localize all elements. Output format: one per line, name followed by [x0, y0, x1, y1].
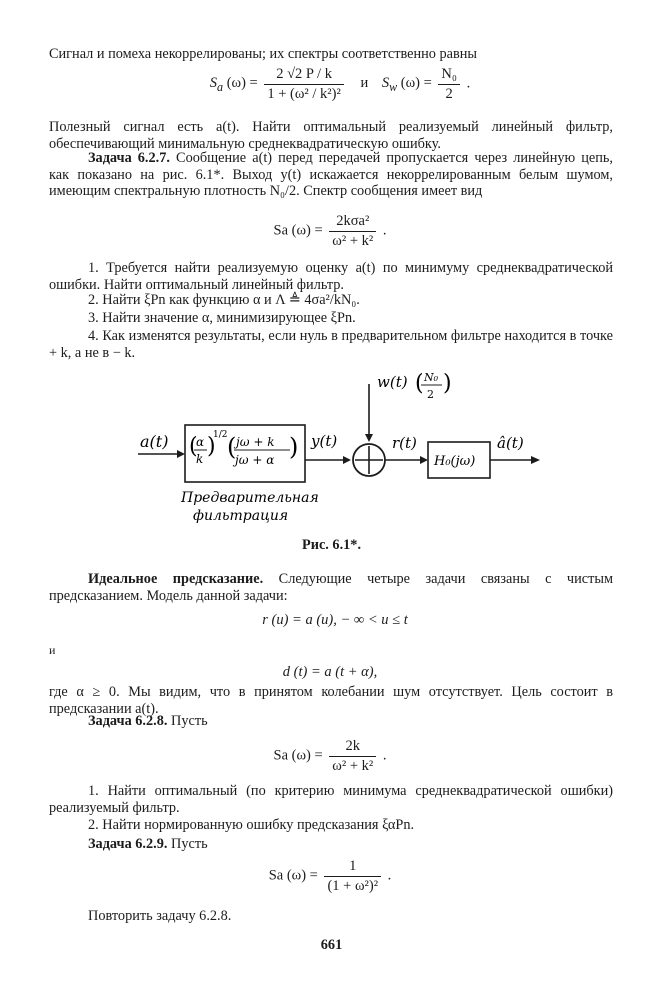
svg-text:(: ( [227, 433, 237, 461]
task-6-2-9 [49, 836, 613, 853]
r-label: r(t) [392, 434, 417, 452]
task-6-2-7 [49, 150, 613, 200]
eq1-denominator-w: 2 [445, 85, 453, 102]
task-6-2-8 [49, 713, 613, 730]
ideal-prediction-paragraph [49, 571, 613, 604]
margin-mark: и [49, 643, 56, 657]
eq1-denominator-a: 1 + (ω² / k²)² [267, 85, 341, 102]
h0-label: H₀(jω) [434, 454, 476, 469]
pre-filter-caption-2: фильтрация [193, 508, 289, 524]
task-6-2-8-text: Пусть [171, 713, 208, 729]
pre-filter-num1: α [196, 435, 205, 449]
svg-text:(: ( [189, 434, 198, 459]
pre-filter-caption-1: Предварительная [181, 490, 319, 506]
pre-filter-exp: 1/2 [213, 430, 228, 440]
pre-filter-den2: jω + α [235, 453, 275, 467]
paragraph-where: где α ≥ 0. Мы видим, что в принятом колебании шум отсутствует. Цель состоит в предсказании a(t). [49, 684, 613, 717]
svg-text:): ) [443, 371, 452, 396]
input-label: a(t) [140, 432, 169, 451]
task-6-2-8-item-1: 1. Найти оптимальный (по критерию минимума среднеквадратической ошибки) реализуемый фильтр. [49, 783, 613, 816]
output-label: â(t) [497, 434, 524, 452]
equation-observation: r (u) = a (u), − ∞ < u ≤ t [262, 612, 408, 628]
equation-spectra: $S_a$ (ω) = $\frac{2 √2 P / k}{\text{1 + (ω² / k²)²}}$ и $S_w$ (ω) = $\frac{\text{N₀}}{2}$ . [209, 66, 471, 102]
svg-text:): ) [289, 433, 299, 461]
ideal-text: Следующие четыре задачи связаны с чистым предсказанием. Модель данной задачи: [49, 571, 613, 604]
paragraph-useful-signal: Полезный сигнал есть a(t). Найти оптимальный реализуемый линейный фильтр, обеспечивающий минимальную среднеквадратическую ошибку. [49, 119, 613, 152]
task-6-2-7-label: Задача 6.2.7. [88, 150, 170, 166]
equation-desired: d (t) = a (t + α), [282, 664, 378, 680]
noise-den: 2 [427, 388, 434, 401]
task-6-2-7-item-3: 3. Найти значение α, минимизирующее ξPn. [88, 310, 356, 326]
task-6-2-9-text: Пусть [171, 836, 208, 852]
task-6-2-7-item-1: 1. Требуется найти реализуемую оценку a(t) по минимуму среднеквадратической ошибки. Найти оптимальный линейный фильтр. [49, 260, 613, 293]
task-6-2-8-label: Задача 6.2.8. [88, 713, 168, 729]
svg-text:): ) [207, 434, 216, 459]
ideal-heading: Идеальное предсказание. [88, 571, 264, 587]
block-diagram [0, 362, 663, 532]
task-6-2-7-item-2: 2. Найти ξPn как функцию α и Λ ≜ 4σa²/kN₀. [88, 292, 360, 308]
equation-task-6-2-8: Sa (ω) = $\frac{2k}{\text{ω² + k²}}$ . [273, 738, 387, 774]
page-number: 661 [320, 937, 343, 953]
eq1-numerator-a: 2 √2 P / k [264, 66, 343, 85]
figure-caption: Рис. 6.1*. [301, 537, 362, 553]
task-6-2-8-item-2: 2. Найти нормированную ошибку предсказания ξαPn. [88, 817, 415, 833]
noise-label: w(t) [377, 373, 408, 391]
task-6-2-7-text: Сообщение a(t) перед передачей пропускается через линейную цепь, как показано на рис. 6.1*. Выход y(t) искажается некоррелированным белым шумом, имеющим спектральную плотность N₀/2. Спектр сообщения имеет вид [49, 150, 613, 199]
noise-num: N₀ [424, 371, 439, 384]
svg-text:(: ( [415, 371, 424, 396]
summer-symbol: + [0, 362, 1, 363]
y-label: y(t) [311, 432, 338, 450]
pre-filter-den1: k [196, 452, 204, 466]
intro-line: Сигнал и помеха некоррелированы; их спектры соответственно равны [49, 46, 478, 62]
equation-task-6-2-9: Sa (ω) = $\frac{1}{\text{(1 + ω²)²}}$ . [268, 858, 392, 894]
task-6-2-7-item-4: 4. Как изменятся результаты, если нуль в предварительном фильтре находится в точке + k, а не в − k. [49, 328, 613, 361]
pre-filter-num2: jω + k [236, 435, 275, 449]
equation-message-spectrum: Sa (ω) = $\frac{\text{2kσa²}}{\text{ω² + k²}}$ . [273, 213, 387, 249]
eq1-numerator-w: N₀ [438, 66, 460, 85]
repeat-task: Повторить задачу 6.2.8. [88, 908, 232, 924]
task-6-2-9-label: Задача 6.2.9. [88, 836, 168, 852]
